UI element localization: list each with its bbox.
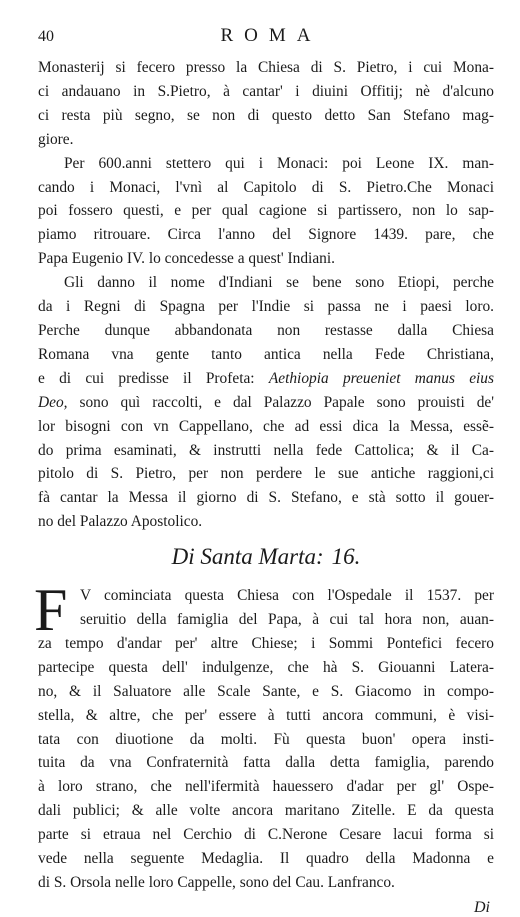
- text-line: Romana vna gente tanto antica nella Fede Christiana,: [38, 345, 494, 363]
- text-line: lor bisogni con vn Cappellano, che ad essi dica la Messa, essẽ-: [38, 417, 494, 435]
- text-line: seruitio della famiglia del Papa, à cui tal hora non, auan-: [80, 611, 494, 629]
- running-head: ROMA: [220, 25, 322, 46]
- text-line: tata con diuotione da molti. Fù questa buon' opera insti-: [38, 730, 494, 748]
- paragraph-1: [38, 56, 494, 152]
- text-line: poi fossero questi, e per qual cagione si partissero, non lo sap-: [38, 202, 494, 220]
- text-line: da i Regni di Spagna per l'Indie si passa ne i paesi loro.: [38, 298, 494, 316]
- page-number: 40: [38, 28, 54, 45]
- text-fragment: sono quì raccolti, e dal Palazzo Papale sono prouisti de': [67, 393, 494, 411]
- text-line: vede nella seguente Medaglia. Il quadro della Madonna e: [38, 850, 494, 868]
- text-line: Monasterij si fecero presso la Chiesa di S. Pietro, i cui Mona-: [38, 59, 494, 76]
- paragraph-4: [34, 577, 494, 895]
- text-line: parte si etraua nel Cerchio di C.Nerone Cesare lacui forma si: [38, 826, 494, 844]
- catchword: Di: [474, 898, 490, 916]
- text-line: à loro strano, che nell'ifermità hauessero d'adar per gl' Ospe-: [38, 778, 494, 796]
- section-heading: [38, 542, 494, 572]
- page-header: [38, 26, 494, 56]
- text-line: Perche dunque abbandonata non restasse dalla Chiesa: [38, 321, 494, 339]
- text-line: Papa Eugenio IV. lo concedesse a quest' Indiani.: [38, 250, 335, 268]
- text-line: Per 600.anni stettero qui i Monaci: poi Leone IX. man-: [64, 154, 494, 172]
- latin-quote: Aethiopia preueniet manus eius: [268, 369, 494, 387]
- text-line: cando i Monaci, l'vnì al Capitolo di S. Pietro.Che Monaci: [38, 178, 494, 196]
- text-line: tuita da vna Confraternità fatta dalla detta famiglia, parendo: [38, 754, 494, 772]
- text-line: fà cantar la Messa il giorno di S. Stefano, e stà sotto il gouer-: [38, 489, 494, 507]
- paragraph-3: [38, 271, 494, 534]
- text-line: di S. Orsola nelle loro Cappelle, sono del Cau. Lanfranco.: [38, 874, 395, 891]
- text-line: stella, & altre, che per' essere à tutti ancora communi, è visi-: [38, 706, 494, 724]
- text-line: no, & il Saluatore alle Scale Sante, e S. Giacomo in compo-: [38, 682, 494, 700]
- text-line: ci andauano in S.Pietro, à cantar' i diuini Offitij; nè d'alcuno: [38, 82, 494, 100]
- text-line: V cominciata questa Chiesa con l'Ospedale il 1537. per: [80, 587, 494, 605]
- text-line: pitolo di S. Pietro, per non perdere le sue antiche raggioni,ci: [38, 465, 494, 483]
- text-line: no del Palazzo Apostolico.: [38, 513, 203, 531]
- latin-quote-end: Deo,: [38, 393, 68, 411]
- section-title: Di Santa Marta:: [171, 544, 324, 570]
- text-line: [38, 391, 494, 415]
- paragraph-2: [38, 152, 494, 272]
- text-line: ci resta più segno, se non di questo detto San Stefano mag-: [38, 106, 494, 124]
- text-line: [38, 367, 494, 391]
- text-line: piamo ritrouare. Circa l'anno del Signore 1439. pare, che: [38, 226, 494, 244]
- drop-cap: F: [34, 577, 68, 644]
- text-line: Gli danno il nome d'Indiani se bene sono Etiopi, perche: [64, 274, 494, 292]
- text-line: giore.: [38, 130, 74, 148]
- section-number: 16.: [331, 544, 361, 570]
- text-fragment: e di cui predisse il Profeta:: [38, 369, 269, 387]
- text-line: do prima esaminati, & instrutti nella fede Cattolica; & il Ca-: [38, 441, 494, 459]
- text-line: za tempo d'andar per' altre Chiese; i Sommi Pontefici fecero: [38, 634, 494, 652]
- text-line: partecipe questa dell' indulgenze, che hà S. Giouanni Latera-: [38, 658, 494, 676]
- text-line: dali publici; & alle volte ancora maritano Zitelle. E da questa: [38, 802, 494, 820]
